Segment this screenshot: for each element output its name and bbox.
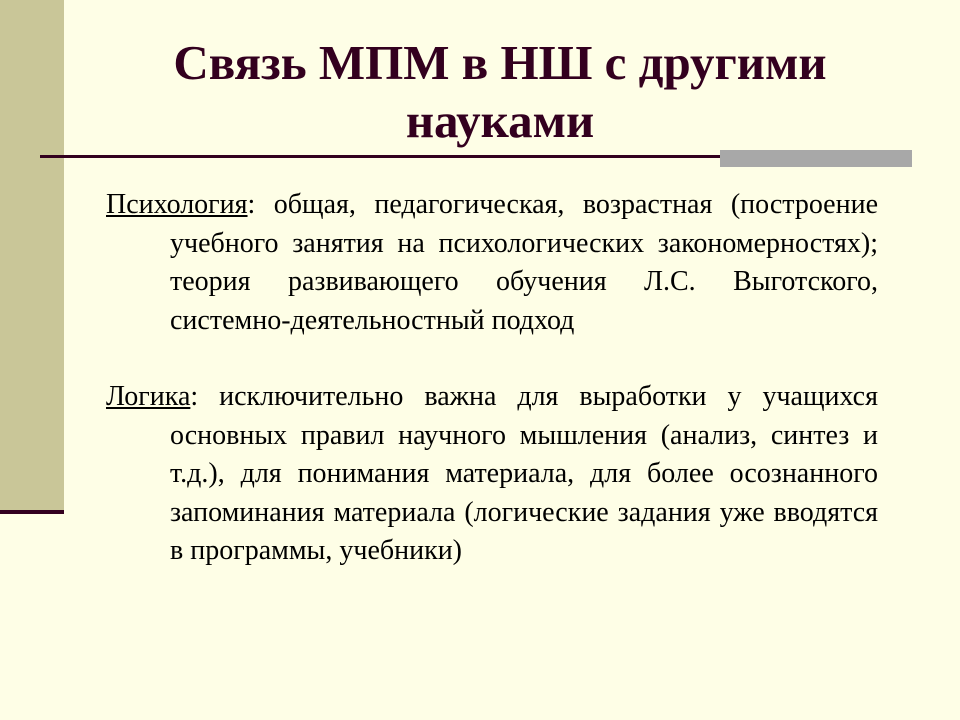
- term-separator: :: [190, 381, 199, 412]
- title-accent-bar: [720, 150, 912, 167]
- slide-title: Связь МПМ в НШ с другими науками: [173, 35, 827, 148]
- paragraph-psychology-text: общая, педагогическая, возрастная (построение учебного занятия на психологических закономерностях); теория развивающего обучения Л.С. Выготского, системно-деятельностный подход: [170, 189, 878, 336]
- paragraph-psychology: [106, 186, 878, 340]
- slide-body: [106, 186, 878, 571]
- sidebar-bottom-rule: [0, 510, 64, 514]
- term-separator: :: [247, 189, 256, 220]
- paragraph-logic: [106, 378, 878, 571]
- paragraph-logic-text: исключительно важна для выработки у учащихся основных правил научного мышления (анализ, синтез и т.д.), для понимания материала, для более осознанного запоминания материала (логические задания уже вводятся в программы, учебники): [170, 381, 878, 566]
- term-logic: Логика: [106, 381, 191, 412]
- left-sidebar-decoration: [0, 0, 64, 510]
- term-psychology: Психология: [106, 189, 248, 220]
